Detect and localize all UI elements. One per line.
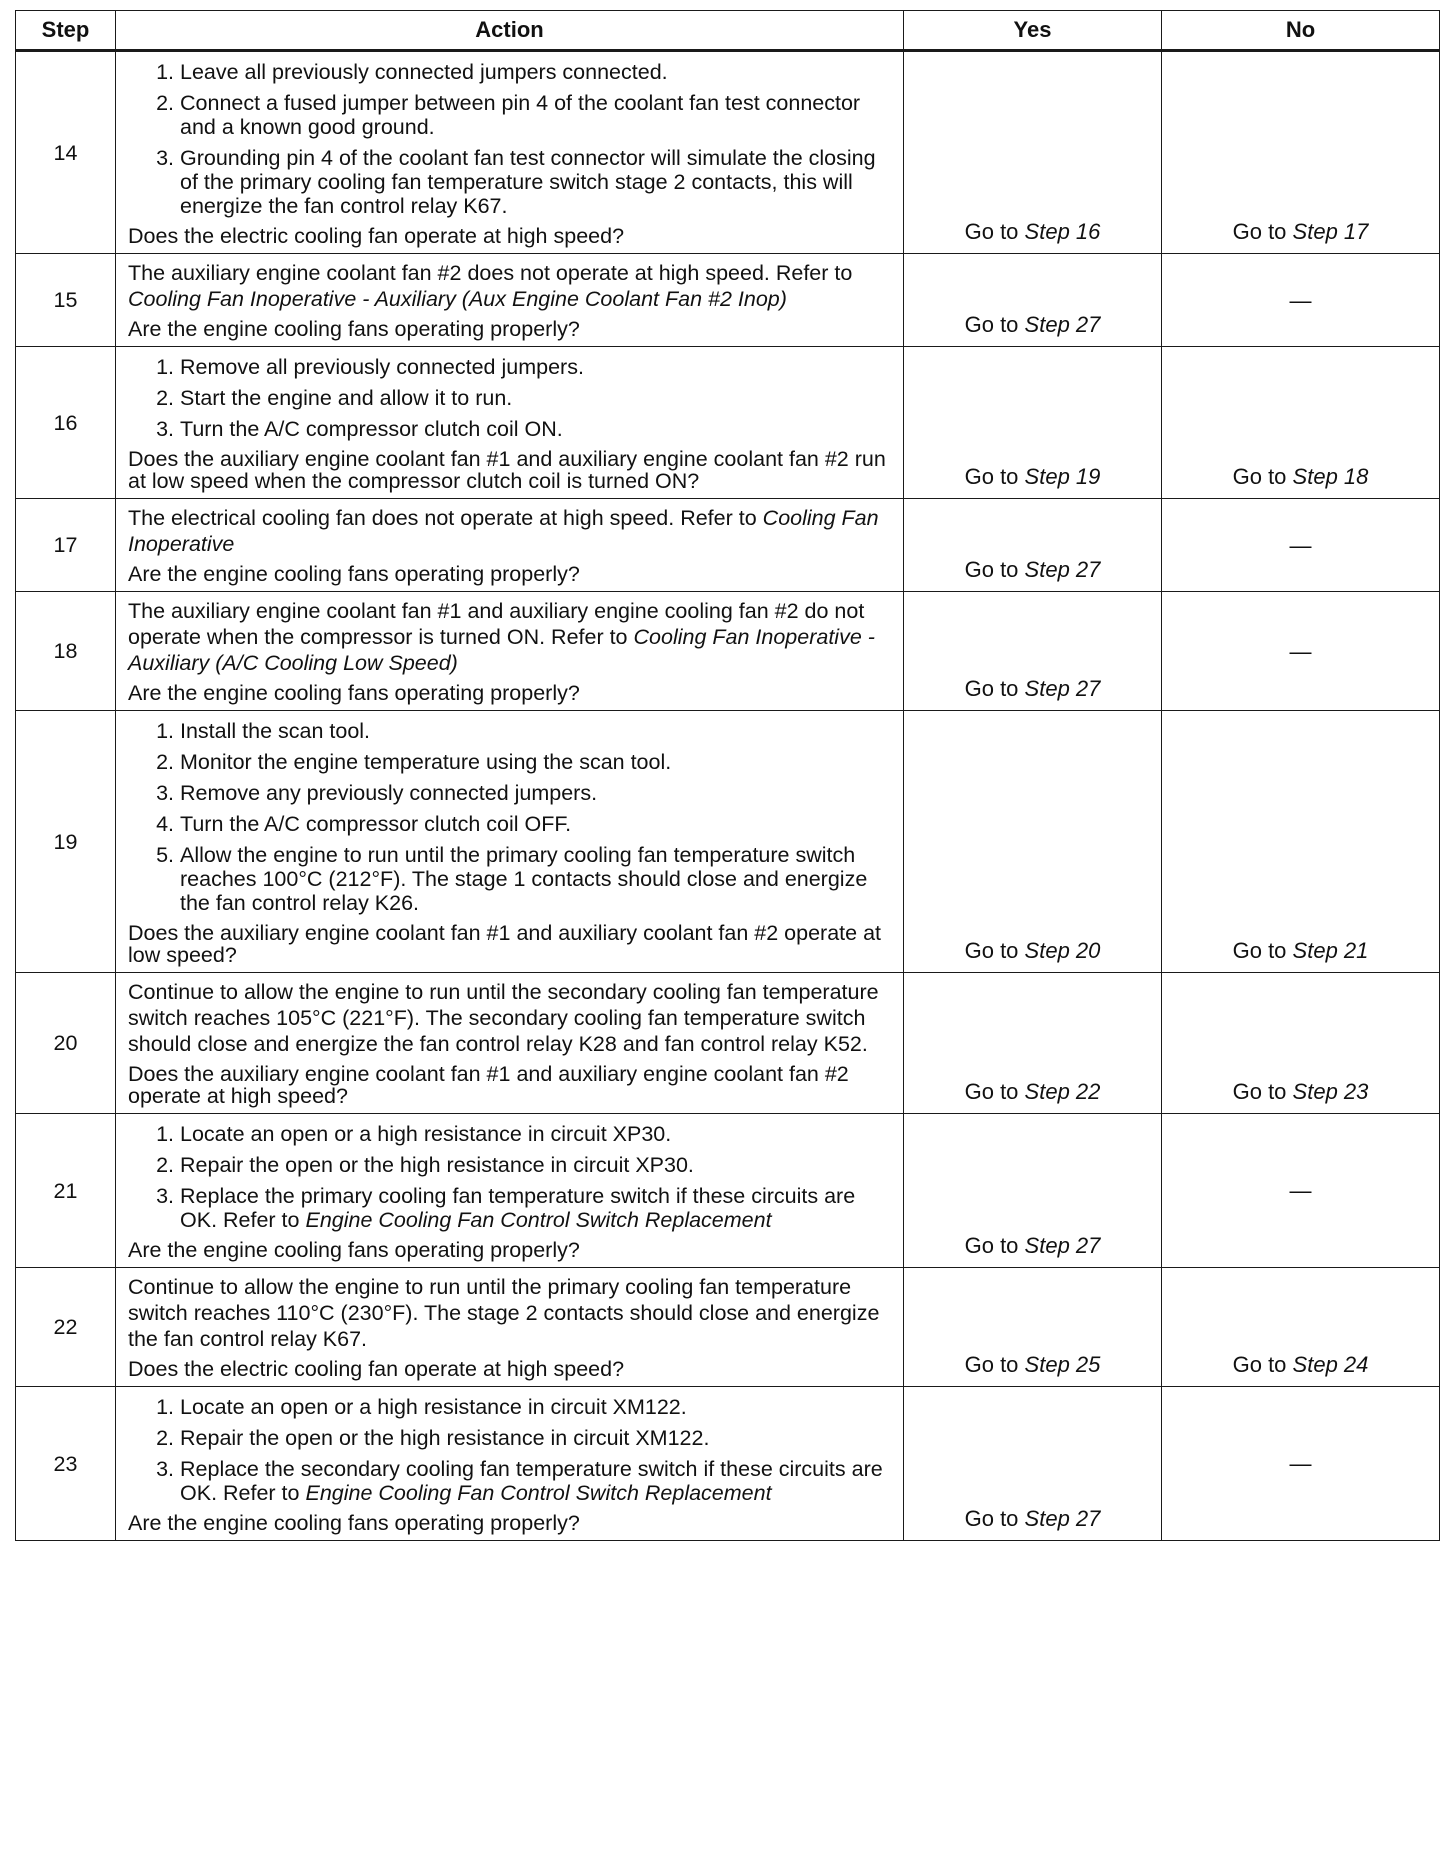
action-description xyxy=(128,598,893,676)
go-to-label: Go to xyxy=(964,938,1019,963)
step-number: 23 xyxy=(16,1387,116,1541)
action-step-item xyxy=(180,719,893,743)
action-step-text: Replace the secondary cooling fan temperature switch if these circuits are OK. Refer to xyxy=(180,1457,883,1505)
step-number: 21 xyxy=(16,1114,116,1268)
table-row xyxy=(16,1114,1440,1268)
go-to-label: Go to xyxy=(964,312,1019,337)
action-description xyxy=(128,979,893,1057)
action-description xyxy=(128,260,893,312)
action-question: Are the engine cooling fans operating properly? xyxy=(128,681,580,705)
yes-step-link[interactable]: Step 16 xyxy=(1024,219,1101,244)
action-description xyxy=(128,505,893,557)
no-result xyxy=(1162,711,1440,973)
action-cell xyxy=(116,1114,904,1268)
no-result xyxy=(1162,499,1440,592)
action-description-text: The auxiliary engine coolant fan #2 does not operate at high speed. Refer to xyxy=(128,261,853,285)
no-dash: — xyxy=(1289,1178,1312,1203)
action-question: Does the electric cooling fan operate at high speed? xyxy=(128,1357,625,1381)
action-step-text: Locate an open or a high resistance in circuit XP30. xyxy=(180,1122,672,1146)
action-cell xyxy=(116,711,904,973)
no-result xyxy=(1162,973,1440,1114)
action-step-item xyxy=(180,750,893,774)
reference-link[interactable]: Engine Cooling Fan Control Switch Replacement xyxy=(305,1208,772,1232)
action-question: Does the electric cooling fan operate at high speed? xyxy=(128,224,625,248)
go-to-label: Go to xyxy=(964,219,1019,244)
yes-result xyxy=(904,499,1162,592)
action-step-item xyxy=(180,355,893,379)
step-number: 18 xyxy=(16,592,116,711)
action-steps-list xyxy=(128,1395,893,1505)
action-step-item xyxy=(180,1184,893,1232)
reference-link[interactable]: Cooling Fan Inoperative - Auxiliary (A/C Cooling Low Speed) xyxy=(128,625,875,675)
yes-step-link[interactable]: Step 27 xyxy=(1024,1506,1101,1531)
action-step-text: Remove all previously connected jumpers. xyxy=(180,355,584,379)
action-step-item xyxy=(180,843,893,915)
no-step-link[interactable]: Step 21 xyxy=(1292,938,1369,963)
step-number: 20 xyxy=(16,973,116,1114)
action-step-text: Leave all previously connected jumpers connected. xyxy=(180,60,668,84)
reference-link[interactable]: Engine Cooling Fan Control Switch Replacement xyxy=(305,1481,772,1505)
step-number: 15 xyxy=(16,254,116,347)
action-description-text: The auxiliary engine coolant fan #1 and auxiliary engine cooling fan #2 do not operate when the compressor is turned ON. Refer to xyxy=(128,599,865,649)
no-result xyxy=(1162,1114,1440,1268)
action-steps-list xyxy=(128,60,893,218)
action-cell xyxy=(116,973,904,1114)
action-step-text: Grounding pin 4 of the coolant fan test connector will simulate the closing of the primary cooling fan temperature switch stage 2 contacts, this will energize the fan control relay K67. xyxy=(180,146,876,218)
go-to-label: Go to xyxy=(964,464,1019,489)
action-step-text: Replace the primary cooling fan temperature switch if these circuits are OK. Refer to xyxy=(180,1184,856,1232)
go-to-label: Go to xyxy=(964,1079,1019,1104)
yes-result xyxy=(904,51,1162,254)
yes-result xyxy=(904,1114,1162,1268)
action-step-item xyxy=(180,1395,893,1419)
yes-step-link[interactable]: Step 27 xyxy=(1024,676,1101,701)
yes-result xyxy=(904,1268,1162,1387)
action-description-text: Continue to allow the engine to run until the primary cooling fan temperature switch reaches 110°C (230°F). The stage 2 contacts should close and energize the fan control relay K67. xyxy=(128,1275,880,1351)
header-action: Action xyxy=(116,11,904,51)
step-number: 17 xyxy=(16,499,116,592)
header-yes: Yes xyxy=(904,11,1162,51)
no-dash: — xyxy=(1289,1451,1312,1476)
action-step-item xyxy=(180,1153,893,1177)
no-result xyxy=(1162,347,1440,499)
table-row xyxy=(16,51,1440,254)
yes-result xyxy=(904,592,1162,711)
go-to-label: Go to xyxy=(1232,1352,1287,1377)
action-question: Does the auxiliary engine coolant fan #1 and auxiliary engine coolant fan #2 run at low speed when the compressor clutch coil is turned ON? xyxy=(128,447,886,493)
header-no: No xyxy=(1162,11,1440,51)
action-steps-list xyxy=(128,719,893,915)
action-description-text: Continue to allow the engine to run until the secondary cooling fan temperature switch reaches 105°C (221°F). The secondary cooling fan temperature switch should close and energize the fan control relay K28 and fan control relay K52. xyxy=(128,980,879,1056)
action-question: Does the auxiliary engine coolant fan #1 and auxiliary coolant fan #2 operate at low speed? xyxy=(128,921,882,967)
table-body xyxy=(16,51,1440,1541)
action-cell xyxy=(116,592,904,711)
action-cell xyxy=(116,347,904,499)
action-cell xyxy=(116,254,904,347)
table-row xyxy=(16,592,1440,711)
yes-step-link[interactable]: Step 20 xyxy=(1024,938,1101,963)
yes-step-link[interactable]: Step 27 xyxy=(1024,557,1101,582)
action-cell xyxy=(116,499,904,592)
yes-result xyxy=(904,973,1162,1114)
no-dash: — xyxy=(1289,638,1312,664)
go-to-label: Go to xyxy=(1232,219,1287,244)
step-number: 19 xyxy=(16,711,116,973)
action-step-text: Start the engine and allow it to run. xyxy=(180,386,513,410)
yes-step-link[interactable]: Step 27 xyxy=(1024,1233,1101,1258)
header-step: Step xyxy=(16,11,116,51)
action-description xyxy=(128,1274,893,1352)
reference-link[interactable]: Cooling Fan Inoperative xyxy=(128,506,879,556)
yes-result xyxy=(904,347,1162,499)
action-question: Are the engine cooling fans operating properly? xyxy=(128,1238,580,1262)
go-to-label: Go to xyxy=(964,1506,1019,1531)
action-question: Are the engine cooling fans operating properly? xyxy=(128,1511,580,1535)
action-steps-list xyxy=(128,355,893,441)
go-to-label: Go to xyxy=(964,557,1019,582)
action-step-text: Monitor the engine temperature using the scan tool. xyxy=(180,750,672,774)
action-cell xyxy=(116,51,904,254)
action-step-item xyxy=(180,1457,893,1505)
no-dash: — xyxy=(1289,532,1312,558)
action-step-item xyxy=(180,91,893,139)
yes-step-link[interactable]: Step 19 xyxy=(1024,464,1101,489)
no-result xyxy=(1162,1268,1440,1387)
action-cell xyxy=(116,1268,904,1387)
table-row xyxy=(16,1268,1440,1387)
action-step-item xyxy=(180,60,893,84)
no-result xyxy=(1162,1387,1440,1541)
go-to-label: Go to xyxy=(1232,938,1287,963)
action-step-text: Repair the open or the high resistance in circuit XM122. xyxy=(180,1426,710,1450)
no-step-link[interactable]: Step 23 xyxy=(1292,1079,1369,1104)
yes-step-link[interactable]: Step 25 xyxy=(1024,1352,1101,1377)
action-description-text: The electrical cooling fan does not operate at high speed. Refer to xyxy=(128,506,757,530)
yes-step-link[interactable]: Step 22 xyxy=(1024,1079,1101,1104)
no-result xyxy=(1162,51,1440,254)
action-step-item xyxy=(180,417,893,441)
no-result xyxy=(1162,592,1440,711)
action-question: Are the engine cooling fans operating properly? xyxy=(128,562,580,586)
table-row xyxy=(16,499,1440,592)
no-step-link[interactable]: Step 18 xyxy=(1292,464,1369,489)
action-cell xyxy=(116,1387,904,1541)
table-row xyxy=(16,347,1440,499)
go-to-label: Go to xyxy=(964,1352,1019,1377)
no-dash: — xyxy=(1289,287,1312,313)
yes-result xyxy=(904,254,1162,347)
go-to-label: Go to xyxy=(1232,1079,1287,1104)
table-row xyxy=(16,1387,1440,1541)
action-step-text: Locate an open or a high resistance in circuit XM122. xyxy=(180,1395,687,1419)
action-step-text: Connect a fused jumper between pin 4 of the coolant fan test connector and a known good ground. xyxy=(180,91,861,139)
action-question: Does the auxiliary engine coolant fan #1 and auxiliary engine coolant fan #2 operate at high speed? xyxy=(128,1062,849,1108)
diagnostic-table xyxy=(15,10,1440,1541)
go-to-label: Go to xyxy=(964,1233,1019,1258)
action-steps-list xyxy=(128,1122,893,1232)
action-step-text: Allow the engine to run until the primary cooling fan temperature switch reaches 100°C (212°F). The stage 1 contacts should close and energize the fan control relay K26. xyxy=(180,843,868,915)
action-question: Are the engine cooling fans operating properly? xyxy=(128,317,580,341)
table-header-row xyxy=(16,11,1440,51)
table-row xyxy=(16,973,1440,1114)
action-step-text: Remove any previously connected jumpers. xyxy=(180,781,598,805)
action-step-text: Turn the A/C compressor clutch coil ON. xyxy=(180,417,563,441)
action-step-item xyxy=(180,781,893,805)
go-to-label: Go to xyxy=(1232,464,1287,489)
step-number: 22 xyxy=(16,1268,116,1387)
go-to-label: Go to xyxy=(964,676,1019,701)
step-number: 16 xyxy=(16,347,116,499)
no-result xyxy=(1162,254,1440,347)
yes-step-link[interactable]: Step 27 xyxy=(1024,312,1101,337)
action-step-text: Repair the open or the high resistance in circuit XP30. xyxy=(180,1153,694,1177)
action-step-item xyxy=(180,1426,893,1450)
action-step-item xyxy=(180,146,893,218)
reference-link[interactable]: Cooling Fan Inoperative - Auxiliary (Aux Engine Coolant Fan #2 Inop) xyxy=(128,287,787,311)
no-step-link[interactable]: Step 17 xyxy=(1292,219,1369,244)
action-step-text: Install the scan tool. xyxy=(180,719,371,743)
yes-result xyxy=(904,1387,1162,1541)
diagnostic-page xyxy=(15,10,1439,1541)
action-step-text: Turn the A/C compressor clutch coil OFF. xyxy=(180,812,572,836)
step-number: 14 xyxy=(16,51,116,254)
yes-result xyxy=(904,711,1162,973)
no-step-link[interactable]: Step 24 xyxy=(1292,1352,1369,1377)
table-row xyxy=(16,254,1440,347)
table-row xyxy=(16,711,1440,973)
action-step-item xyxy=(180,1122,893,1146)
action-step-item xyxy=(180,386,893,410)
action-step-item xyxy=(180,812,893,836)
